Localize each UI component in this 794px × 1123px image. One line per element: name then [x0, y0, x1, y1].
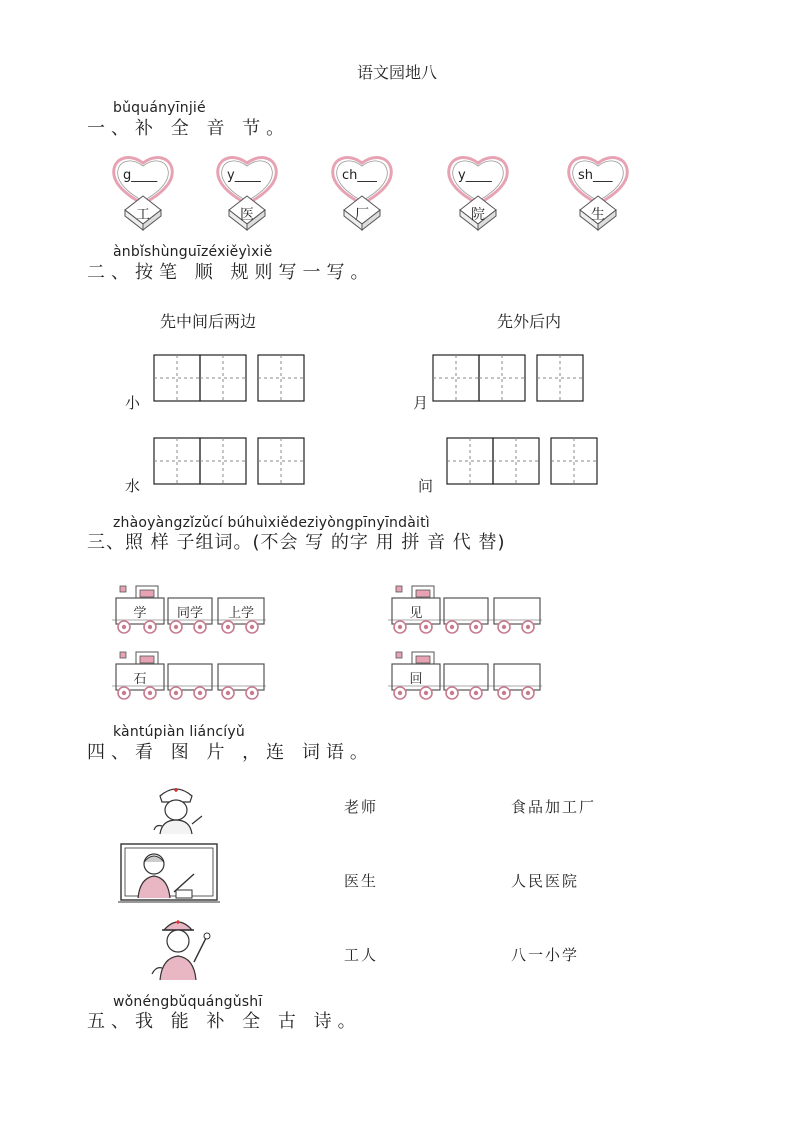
section-4-pinyin: kàntúpiàn liáncíyǔ: [113, 724, 245, 740]
word-teacher[interactable]: 老师: [344, 798, 379, 816]
word-doctor[interactable]: 医生: [344, 872, 379, 890]
train-engine-char: 石: [133, 672, 147, 687]
train-car-word: 上学: [227, 606, 254, 621]
section-3-heading: 三、照 样 子组词。(不会 写 的字 用 拼 音 代 替): [87, 532, 506, 553]
grid-shui[interactable]: [153, 437, 323, 487]
syllable-blank[interactable]: ch___: [342, 168, 377, 183]
syllable-heart-5: [566, 154, 630, 244]
stroke-char-xiao: 小: [125, 394, 141, 412]
stroke-char-yue: 月: [413, 394, 429, 412]
section-3-pinyin: zhàoyàngzǐzǔcí búhuìxiědeziyòngpīnyīndàitì: [113, 515, 430, 531]
rule-middle-first: 先中间后两边: [160, 312, 257, 331]
syllable-blank[interactable]: y____: [458, 168, 492, 183]
section-5-pinyin: wǒnéngbǔquángǔshī: [113, 994, 263, 1010]
word-worker[interactable]: 工人: [344, 946, 379, 964]
section-5-heading: 五、我 能 补 全 古 诗。: [87, 1011, 362, 1032]
train-engine-char: 回: [409, 672, 423, 687]
syllable-character: 厂: [355, 207, 369, 223]
syllable-heart-3: [330, 154, 394, 244]
syllable-character: 生: [591, 207, 605, 223]
syllable-character: 医: [240, 207, 254, 223]
section-2-heading: 二、按笔 顺 规则写一写。: [87, 262, 375, 283]
word-peoples-hospital[interactable]: 人民医院: [511, 872, 580, 890]
section-2-pinyin: ànbǐshùnguīzéxiěyìxiě: [113, 244, 273, 260]
syllable-character: 工: [136, 207, 150, 223]
stroke-char-shui: 水: [125, 477, 141, 495]
train-engine-char: 学: [133, 606, 147, 621]
word-food-factory[interactable]: 食品加工厂: [511, 798, 597, 816]
syllable-character: 院: [471, 207, 485, 223]
syllable-heart-2: [215, 154, 279, 244]
train-car-word: 同学: [176, 606, 203, 621]
word-bayi-school[interactable]: 八一小学: [511, 946, 580, 964]
section-1-pinyin: bǔquányīnjié: [113, 100, 206, 116]
rule-outside-first: 先外后内: [497, 312, 562, 331]
syllable-heart-4: [446, 154, 510, 244]
syllable-blank[interactable]: y____: [227, 168, 261, 183]
grid-wen[interactable]: [446, 437, 616, 487]
section-1-heading: 一、补 全 音 节。: [87, 118, 291, 139]
stroke-char-wen: 问: [418, 477, 434, 495]
worker-picture: [148, 910, 214, 982]
train-engine-char: 见: [409, 606, 423, 621]
syllable-blank[interactable]: sh___: [578, 168, 613, 183]
syllable-blank[interactable]: g____: [123, 168, 158, 183]
page-title: 语文园地八: [356, 63, 437, 82]
syllable-heart-1: [111, 154, 175, 244]
grid-yue[interactable]: [432, 354, 602, 404]
teacher-picture: [118, 842, 220, 908]
doctor-picture: [146, 780, 206, 836]
grid-xiao[interactable]: [153, 354, 323, 404]
section-4-heading: 四、看 图 片 ，连 词语。: [87, 742, 374, 763]
